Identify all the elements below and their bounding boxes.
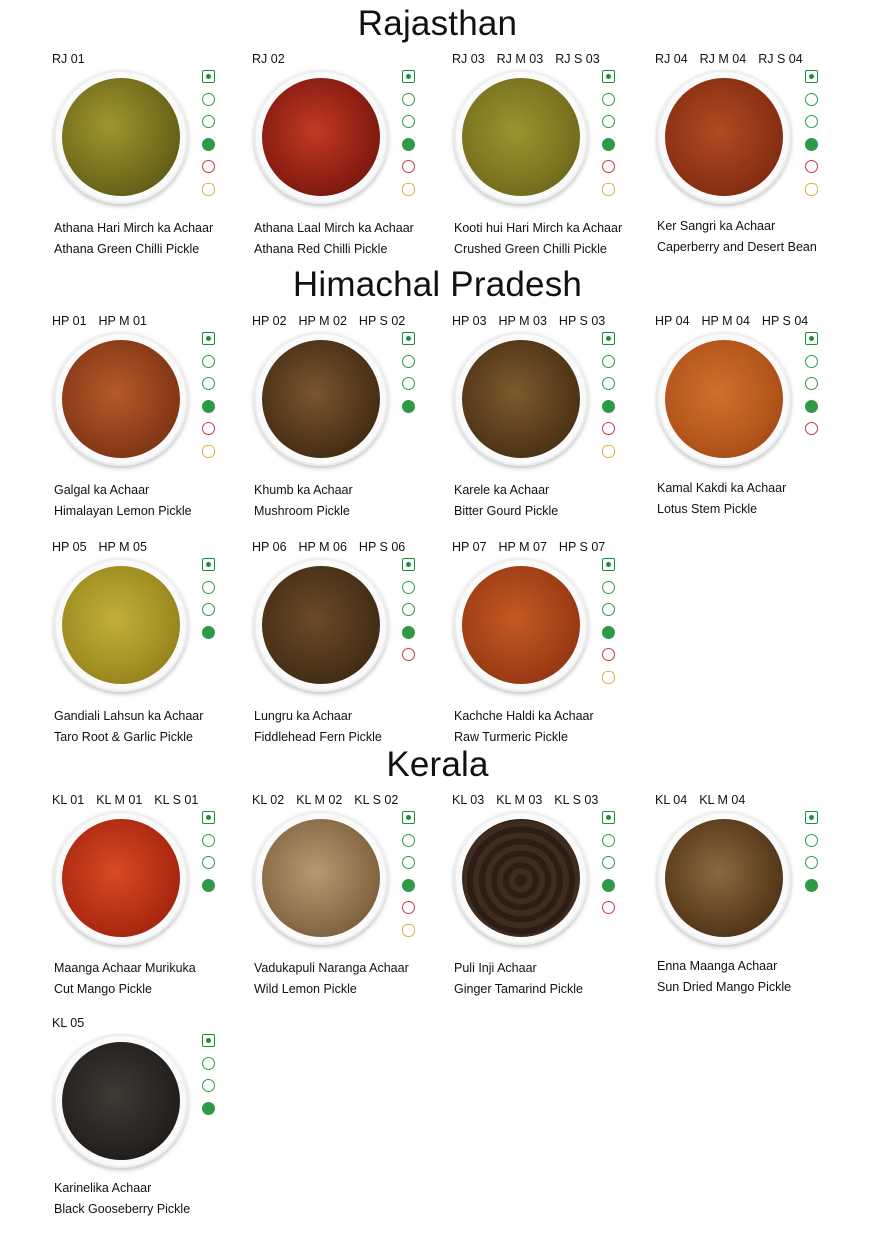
product-name: Karele ka Achaar Bitter Gourd Pickle xyxy=(454,483,559,518)
product-codes: HP 06 HP M 06 HP S 06 xyxy=(252,540,406,554)
badge-icons xyxy=(202,811,216,901)
green-badge-icon xyxy=(602,626,615,639)
red-seal-icon xyxy=(402,160,415,173)
product-card xyxy=(252,540,452,744)
veg-mark-icon xyxy=(602,332,615,345)
product-card xyxy=(655,793,855,993)
green-outline-badge-icon xyxy=(805,115,818,128)
veg-mark-icon xyxy=(402,332,415,345)
product-card xyxy=(252,793,452,996)
region-title-himachal: Himachal Pradesh xyxy=(292,265,583,304)
red-seal-icon xyxy=(402,648,415,661)
green-outline-badge-icon xyxy=(402,834,415,847)
green-badge-icon xyxy=(402,879,415,892)
product-name: Lungru ka Achaar Fiddlehead Fern Pickle xyxy=(254,709,382,744)
product-name: Enna Maanga Achaar Sun Dried Mango Pickle xyxy=(657,959,792,994)
product-codes: HP 01 HP M 01 xyxy=(52,314,147,328)
veg-mark-icon xyxy=(402,70,415,83)
product-name: Gandiali Lahsun ka Achaar Taro Root & Garlic Pickle xyxy=(54,709,204,744)
green-outline-badge-icon xyxy=(805,834,818,847)
green-outline-badge-icon xyxy=(402,603,415,616)
hand-icon xyxy=(602,183,615,196)
veg-mark-icon xyxy=(202,811,215,824)
product-card xyxy=(655,314,855,514)
product-card xyxy=(252,52,452,256)
product-name: Ker Sangri ka Achaar Caperberry and Desert Bean xyxy=(657,219,817,254)
pickle-bowl-image xyxy=(54,811,188,945)
pickle-bowl-image xyxy=(454,558,588,692)
red-seal-icon xyxy=(202,422,215,435)
veg-mark-icon xyxy=(202,558,215,571)
red-seal-icon xyxy=(402,901,415,914)
product-codes: KL 03 KL M 03 KL S 03 xyxy=(452,793,599,807)
product-codes: RJ 02 xyxy=(252,52,285,66)
green-outline-badge-icon xyxy=(402,115,415,128)
green-outline-badge-icon xyxy=(602,355,615,368)
hand-icon xyxy=(202,445,215,458)
product-name: Athana Laal Mirch ka Achaar Athana Red Chilli Pickle xyxy=(254,221,414,256)
badge-icons xyxy=(202,1034,216,1124)
product-name: Vadukapuli Naranga Achaar Wild Lemon Pickle xyxy=(254,961,409,996)
product-name: Maanga Achaar Murikuka Cut Mango Pickle xyxy=(54,961,196,996)
badge-icons xyxy=(602,558,616,693)
red-seal-icon xyxy=(602,160,615,173)
badge-icons xyxy=(202,70,216,205)
green-outline-badge-icon xyxy=(602,93,615,106)
veg-mark-icon xyxy=(602,558,615,571)
product-codes: HP 02 HP M 02 HP S 02 xyxy=(252,314,406,328)
green-outline-badge-icon xyxy=(202,834,215,847)
green-outline-badge-icon xyxy=(202,1057,215,1070)
product-name: Athana Hari Mirch ka Achaar Athana Green Chilli Pickle xyxy=(54,221,214,256)
green-badge-icon xyxy=(805,400,818,413)
green-badge-icon xyxy=(602,138,615,151)
green-badge-icon xyxy=(602,400,615,413)
green-outline-badge-icon xyxy=(202,93,215,106)
green-outline-badge-icon xyxy=(202,856,215,869)
veg-mark-icon xyxy=(805,811,818,824)
green-badge-icon xyxy=(202,1102,215,1115)
green-outline-badge-icon xyxy=(805,355,818,368)
pickle-bowl-image xyxy=(657,332,791,466)
green-badge-icon xyxy=(402,626,415,639)
green-outline-badge-icon xyxy=(402,377,415,390)
product-card xyxy=(452,314,652,518)
red-seal-icon xyxy=(202,160,215,173)
green-outline-badge-icon xyxy=(202,581,215,594)
green-outline-badge-icon xyxy=(602,115,615,128)
green-badge-icon xyxy=(602,879,615,892)
veg-mark-icon xyxy=(202,70,215,83)
green-outline-badge-icon xyxy=(602,834,615,847)
pickle-bowl-image xyxy=(254,70,388,204)
green-outline-badge-icon xyxy=(402,93,415,106)
pickle-bowl-image xyxy=(254,558,388,692)
pickle-bowl-image xyxy=(54,70,188,204)
badge-icons xyxy=(805,332,819,445)
pickle-bowl-image xyxy=(254,332,388,466)
pickle-bowl-image xyxy=(254,811,388,945)
product-name: Kachche Haldi ka Achaar Raw Turmeric Pickle xyxy=(454,709,594,744)
hand-icon xyxy=(402,924,415,937)
veg-mark-icon xyxy=(202,332,215,345)
badge-icons xyxy=(805,70,819,205)
green-badge-icon xyxy=(202,626,215,639)
green-outline-badge-icon xyxy=(602,603,615,616)
hand-icon xyxy=(602,445,615,458)
product-codes: HP 05 HP M 05 xyxy=(52,540,147,554)
veg-mark-icon xyxy=(602,811,615,824)
badge-icons xyxy=(402,70,416,205)
product-codes: RJ 01 xyxy=(52,52,85,66)
product-name: Kooti hui Hari Mirch ka Achaar Crushed Green Chilli Pickle xyxy=(454,221,623,256)
red-seal-icon xyxy=(602,422,615,435)
green-badge-icon xyxy=(805,879,818,892)
product-card xyxy=(52,1016,252,1216)
pickle-bowl-image xyxy=(54,332,188,466)
product-codes: KL 01 KL M 01 KL S 01 xyxy=(52,793,199,807)
veg-mark-icon xyxy=(602,70,615,83)
green-outline-badge-icon xyxy=(202,377,215,390)
green-outline-badge-icon xyxy=(402,856,415,869)
green-badge-icon xyxy=(402,400,415,413)
badge-icons xyxy=(602,811,616,924)
pickle-bowl-image xyxy=(54,558,188,692)
badge-icons xyxy=(602,70,616,205)
pickle-bowl-image xyxy=(657,70,791,204)
product-name: Puli Inji Achaar Ginger Tamarind Pickle xyxy=(454,961,583,996)
product-codes: HP 04 HP M 04 HP S 04 xyxy=(655,314,809,328)
badge-icons xyxy=(402,332,416,422)
product-name: Kamal Kakdi ka Achaar Lotus Stem Pickle xyxy=(657,481,787,516)
pickle-bowl-image xyxy=(657,811,791,945)
region-title-kerala: Kerala xyxy=(386,745,489,784)
green-badge-icon xyxy=(202,879,215,892)
veg-mark-icon xyxy=(202,1034,215,1047)
green-outline-badge-icon xyxy=(202,1079,215,1092)
green-outline-badge-icon xyxy=(602,377,615,390)
product-name: Khumb ka Achaar Mushroom Pickle xyxy=(254,483,353,518)
product-card xyxy=(52,793,252,996)
green-badge-icon xyxy=(202,400,215,413)
green-outline-badge-icon xyxy=(602,856,615,869)
red-seal-icon xyxy=(602,901,615,914)
product-card xyxy=(655,52,855,252)
pickle-bowl-image xyxy=(454,811,588,945)
green-outline-badge-icon xyxy=(805,93,818,106)
green-outline-badge-icon xyxy=(805,856,818,869)
green-badge-icon xyxy=(805,138,818,151)
product-codes: HP 07 HP M 07 HP S 07 xyxy=(452,540,606,554)
green-outline-badge-icon xyxy=(402,581,415,594)
hand-icon xyxy=(202,183,215,196)
pickle-bowl-image xyxy=(454,332,588,466)
product-card xyxy=(452,793,652,996)
badge-icons xyxy=(805,811,819,901)
red-seal-icon xyxy=(805,422,818,435)
green-badge-icon xyxy=(402,138,415,151)
badge-icons xyxy=(602,332,616,467)
green-outline-badge-icon xyxy=(805,377,818,390)
veg-mark-icon xyxy=(805,70,818,83)
badge-icons xyxy=(202,332,216,467)
product-card xyxy=(252,314,452,518)
badge-icons xyxy=(402,558,416,671)
product-codes: KL 04 KL M 04 xyxy=(655,793,746,807)
product-codes: KL 05 xyxy=(52,1016,85,1030)
product-codes: KL 02 KL M 02 KL S 02 xyxy=(252,793,399,807)
veg-mark-icon xyxy=(402,811,415,824)
green-outline-badge-icon xyxy=(202,355,215,368)
hand-icon xyxy=(805,183,818,196)
red-seal-icon xyxy=(805,160,818,173)
product-card xyxy=(52,314,252,518)
green-outline-badge-icon xyxy=(602,581,615,594)
red-seal-icon xyxy=(602,648,615,661)
green-outline-badge-icon xyxy=(402,355,415,368)
pickle-bowl-image xyxy=(54,1034,188,1168)
pickle-bowl-image xyxy=(454,70,588,204)
veg-mark-icon xyxy=(805,332,818,345)
hand-icon xyxy=(402,183,415,196)
product-card xyxy=(52,52,252,256)
product-card xyxy=(452,52,652,256)
product-name: Galgal ka Achaar Himalayan Lemon Pickle xyxy=(54,483,192,518)
product-codes: RJ 03 RJ M 03 RJ S 03 xyxy=(452,52,600,66)
veg-mark-icon xyxy=(402,558,415,571)
region-title-rajasthan: Rajasthan xyxy=(357,4,518,43)
badge-icons xyxy=(402,811,416,946)
hand-icon xyxy=(602,671,615,684)
product-card xyxy=(52,540,252,744)
green-badge-icon xyxy=(202,138,215,151)
product-codes: HP 03 HP M 03 HP S 03 xyxy=(452,314,606,328)
badge-icons xyxy=(202,558,216,648)
green-outline-badge-icon xyxy=(202,115,215,128)
green-outline-badge-icon xyxy=(202,603,215,616)
product-card xyxy=(452,540,652,744)
product-codes: RJ 04 RJ M 04 RJ S 04 xyxy=(655,52,803,66)
product-name: Karinelika Achaar Black Gooseberry Pickle xyxy=(54,1181,191,1216)
